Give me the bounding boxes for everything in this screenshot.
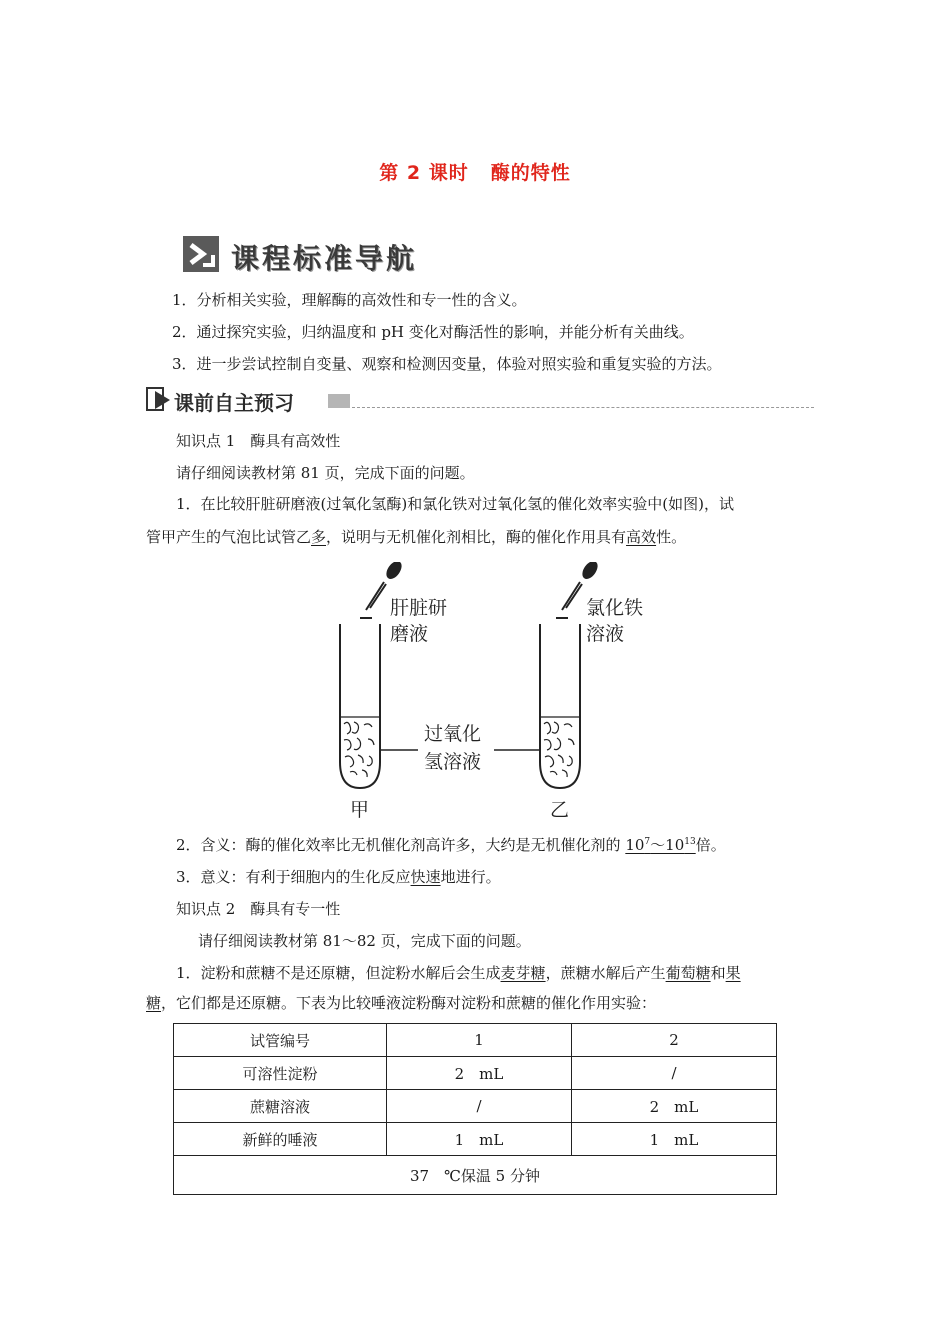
table-cell: 1 mL	[387, 1123, 572, 1156]
middle-label-2: 氢溶液	[424, 751, 482, 773]
kp1-heading: 知识点 1 酶具有高效性	[176, 432, 341, 450]
table-footer-row	[174, 1156, 777, 1195]
standard-item-3: 3．进一步尝试控制自变量、观察和检测因变量，体验对照实验和重复实验的方法。	[172, 355, 722, 373]
answer-blank: 麦芽糖	[500, 964, 546, 982]
standards-banner-title: 课程标准导航	[231, 242, 418, 275]
table-row	[174, 1057, 777, 1090]
banner-decoration	[328, 394, 350, 408]
answer-blank: 快速	[410, 868, 441, 886]
experiment-table	[173, 1023, 777, 1195]
table-cell: 2 mL	[387, 1057, 572, 1090]
test-tube-right	[540, 624, 580, 788]
lesson-topic: 酶的特性	[490, 162, 571, 184]
table-footer-cell: 37 ℃保温 5 分钟	[174, 1156, 777, 1195]
kp1-item2: 2．含义：酶的催化效率比无机催化剂高许多，大约是无机催化剂的 $10^7\sim 10^{13}$倍。	[176, 836, 726, 854]
page-title	[0, 158, 950, 185]
table-cell: 新鲜的唾液	[174, 1123, 387, 1156]
table-cell: 1 mL	[572, 1123, 777, 1156]
liquid-left	[341, 717, 379, 777]
kp1-item1-line2: 管甲产生的气泡比试管乙多，说明与无机催化剂相比，酶的催化作用具有高效性。	[146, 528, 687, 546]
kp2-item1-line2: 糖，它们都是还原糖。下表为比较唾液淀粉酶对淀粉和蔗糖的催化作用实验：	[146, 994, 657, 1012]
right-reagent-label-2: 溶液	[586, 623, 625, 645]
test-tube-left	[340, 624, 380, 788]
kp2-heading: 知识点 2 酶具有专一性	[176, 900, 341, 918]
table-row	[174, 1090, 777, 1123]
table-header-cell: 1	[387, 1024, 572, 1057]
answer-blank: 果	[725, 964, 741, 982]
play-icon	[146, 387, 172, 413]
banner-divider	[352, 407, 814, 408]
kp2-item1-line1: 1．淀粉和蔗糖不是还原糖，但淀粉水解后会生成麦芽糖，蔗糖水解后产生葡萄糖和果	[176, 964, 741, 982]
left-reagent-label-2: 磨液	[390, 623, 429, 645]
kp1-item3: 3．意义：有利于细胞内的生化反应快速地进行。	[176, 868, 501, 886]
table-header-cell: 2	[572, 1024, 777, 1057]
kp1-read: 请仔细阅读教材第 81 页，完成下面的问题。	[176, 464, 475, 482]
table-header-cell: 试管编号	[174, 1024, 387, 1057]
answer-blank: 葡萄糖	[665, 964, 711, 982]
test-tube-figure	[330, 562, 660, 824]
chevron-right-icon	[183, 236, 219, 272]
standard-item-2: 2．通过探究实验，归纳温度和 pH 变化对酶活性的影响，并能分析有关曲线。	[172, 323, 694, 341]
table-header-row	[174, 1024, 777, 1057]
left-tube-label: 甲	[350, 799, 370, 821]
preview-banner	[146, 387, 814, 413]
answer-blank: 多	[311, 528, 327, 546]
right-tube-label: 乙	[550, 799, 570, 821]
right-reagent-label-1: 氯化铁	[586, 597, 644, 619]
answer-blank: 糖	[146, 994, 162, 1012]
table-row	[174, 1123, 777, 1156]
table-cell: 蔗糖溶液	[174, 1090, 387, 1123]
standards-banner	[183, 236, 433, 275]
lesson-number: 第 2 课时	[379, 162, 469, 184]
kp1-item1-line1: 1．在比较肝脏研磨液(过氧化氢酶)和氯化铁对过氧化氢的催化效率实验中(如图)，试	[176, 495, 734, 513]
middle-label-1: 过氧化	[424, 723, 482, 745]
table-cell: /	[572, 1057, 777, 1090]
table-cell: 2 mL	[572, 1090, 777, 1123]
preview-banner-title: 课前自主预习	[174, 391, 294, 415]
standard-item-1: 1．分析相关实验，理解酶的高效性和专一性的含义。	[172, 291, 527, 309]
left-reagent-label-1: 肝脏研	[390, 597, 448, 619]
answer-blank: 高效	[626, 528, 657, 546]
table-cell: 可溶性淀粉	[174, 1057, 387, 1090]
table-cell: /	[387, 1090, 572, 1123]
liquid-right	[541, 717, 579, 777]
kp2-read: 请仔细阅读教材第 81～82 页，完成下面的问题。	[198, 932, 531, 950]
answer-blank: $10^7\sim 10^{13}$	[625, 836, 696, 854]
